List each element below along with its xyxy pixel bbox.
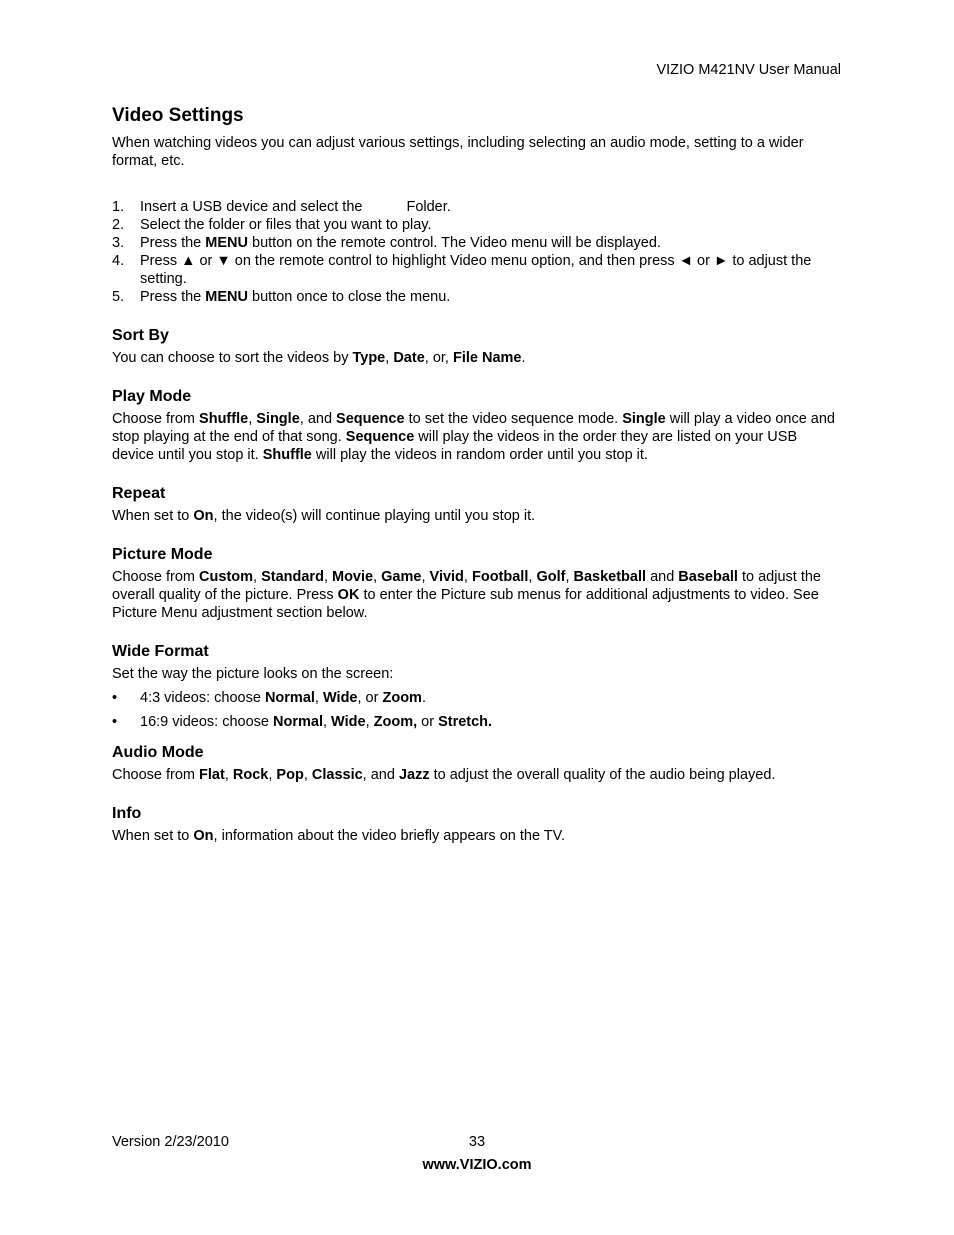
section-play-mode: [112, 387, 842, 464]
section-heading: Play Mode: [112, 388, 192, 405]
section-wide-format: [112, 642, 842, 731]
section-heading: Info: [112, 805, 142, 822]
section-picture-mode: [112, 545, 842, 622]
footer-version: Version 2/23/2010: [112, 1134, 229, 1150]
section-heading: Wide Format: [112, 643, 209, 660]
section-heading: Audio Mode: [112, 744, 204, 761]
section-body: Choose from Flat, Rock, Pop, Classic, and Jazz to adjust the overall quality of the audio being played.: [112, 767, 776, 783]
step-item: 2. Select the folder or files that you want to play.: [112, 217, 432, 233]
bullet-list: [112, 689, 842, 731]
footer-url: www.VIZIO.com: [422, 1157, 532, 1173]
section-body: Set the way the picture looks on the screen:: [112, 666, 394, 682]
section-body: When set to On, the video(s) will continue playing until you stop it.: [112, 508, 536, 524]
intro-paragraph: When watching videos you can adjust various settings, including selecting an audio mode, setting to a wider format, etc.: [112, 135, 804, 169]
page-number: 33: [468, 1134, 486, 1150]
step-item: 1. Insert a USB device and select the Folder.: [112, 199, 451, 215]
section-repeat: [112, 484, 842, 525]
section-info: [112, 804, 842, 845]
step-item: 4. Press ▲ or ▼ on the remote control to highlight Video menu option, and then press ◄ or ► to adjust the setting.: [112, 253, 812, 287]
section-body: You can choose to sort the videos by Type, Date, or, File Name.: [112, 350, 526, 366]
steps-list: [112, 198, 842, 306]
page-content: [112, 104, 842, 845]
step-item: 5. Press the MENU button once to close the menu.: [112, 289, 451, 305]
section-heading: Sort By: [112, 327, 169, 344]
section-heading: Picture Mode: [112, 546, 213, 563]
section-body: Choose from Shuffle, Single, and Sequence to set the video sequence mode. Single will play a video once and stop playing at the end of that song. Sequence will play the videos in the order they are listed on your USB device until you stop it. Shuffle will play the videos in random order until you stop it.: [112, 411, 835, 463]
section-sort-by: [112, 326, 842, 367]
section-heading: Repeat: [112, 485, 166, 502]
page-title: Video Settings: [112, 105, 244, 126]
section-audio-mode: [112, 743, 842, 784]
step-item: 3. Press the MENU button on the remote control. The Video menu will be displayed.: [112, 235, 661, 251]
running-header: VIZIO M421NV User Manual: [656, 62, 841, 78]
list-item: • 16:9 videos: choose Normal, Wide, Zoom, or Stretch.: [112, 714, 493, 730]
section-body: When set to On, information about the video briefly appears on the TV.: [112, 828, 565, 844]
list-item: • 4:3 videos: choose Normal, Wide, or Zoom.: [112, 690, 426, 706]
section-body: Choose from Custom, Standard, Movie, Game, Vivid, Football, Golf, Basketball and Baseball to adjust the overall quality of the picture. Press OK to enter the Picture sub menus for additional adjustments to video. See Picture Menu adjustment section below.: [112, 569, 821, 621]
